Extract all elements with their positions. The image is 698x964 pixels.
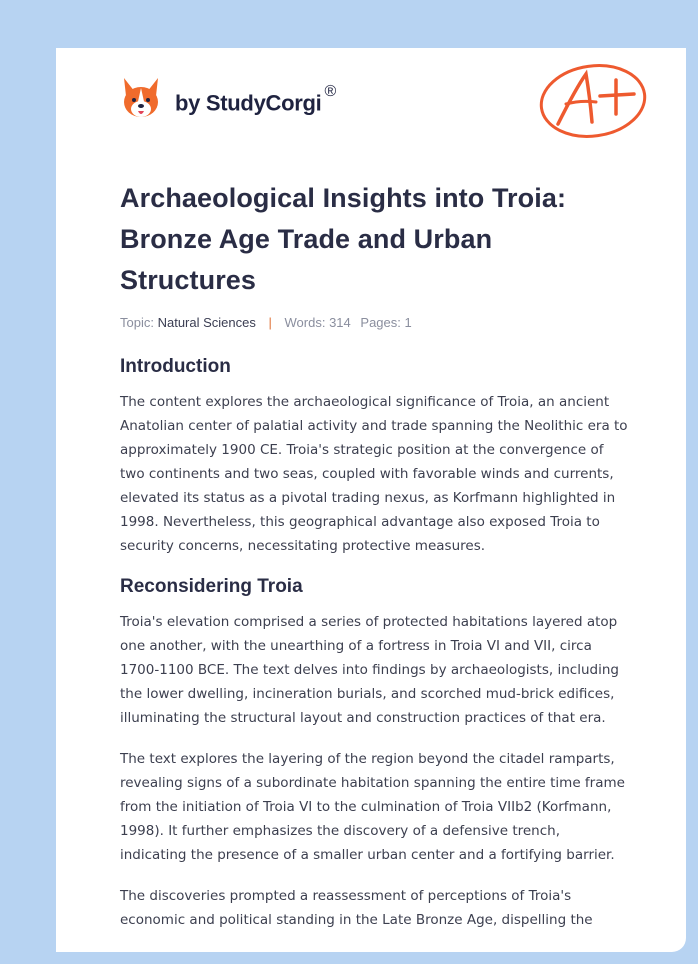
corgi-icon <box>121 76 161 120</box>
meta-separator: | <box>268 315 272 330</box>
words-label: Words: <box>284 315 326 330</box>
section-heading-introduction: Introduction <box>120 356 231 377</box>
topic-link[interactable]: Natural Sciences <box>157 315 256 330</box>
paragraph: The text explores the layering of the region beyond the citadel ramparts, revealing signs of a subordinate habitation spanning the entire time frame from the initiation of Troia VI to the culmination of Troia VIIb2 (Korfmann, 1998). It further emphasizes the discovery of a defensive trench, indicating the presence of a smaller urban center and a fortifying barrier. <box>120 751 625 863</box>
studycorgi-logo[interactable] <box>121 76 336 120</box>
article-title: Archaeological Insights into Troia: Bronze Age Trade and Urban Structures <box>120 183 567 295</box>
paragraph: The discoveries prompted a reassessment of perceptions of Troia's economic and political standing in the Late Bronze Age, dispelling the <box>120 888 593 928</box>
article <box>120 178 630 932</box>
header <box>56 48 686 158</box>
article-meta <box>120 315 630 330</box>
pages-label: Pages: <box>360 315 401 330</box>
topic-label: Topic: <box>120 315 154 330</box>
logo-text <box>175 83 336 116</box>
grade-text: A+ <box>536 58 538 59</box>
pages-value: 1 <box>404 315 412 330</box>
words-value: 314 <box>329 315 351 330</box>
paragraph: Troia's elevation comprised a series of protected habitations layered atop one another, with the unearthing of a fortress in Troia VI and VII, circa 1700-1100 BCE. The text delves into findings by archaeologists, including the lower dwelling, incineration burials, and scorched mud-brick edifices, illuminating the structural layout and construction practices of that era. <box>120 614 619 726</box>
registered-mark: ® <box>324 83 336 101</box>
paragraph: The content explores the archaeological significance of Troia, an ancient Anatolian center of palatial activity and trade spanning the Neolithic era to approximately 1900 CE. Troia's strategic position at the convergence of two continents and two seas, coupled with favorable winds and currents, elevated its status as a pivotal trading nexus, as Korfmann highlighted in 1998. Nevertheless, this geographical advantage also exposed Troia to security concerns, necessitating protective measures. <box>120 394 628 554</box>
grade-badge <box>536 58 651 147</box>
document-card <box>56 48 686 952</box>
logo-brand-name: by StudyCorgi <box>175 90 322 116</box>
a-plus-icon <box>536 58 651 143</box>
section-heading-reconsidering-troia: Reconsidering Troia <box>120 576 303 597</box>
